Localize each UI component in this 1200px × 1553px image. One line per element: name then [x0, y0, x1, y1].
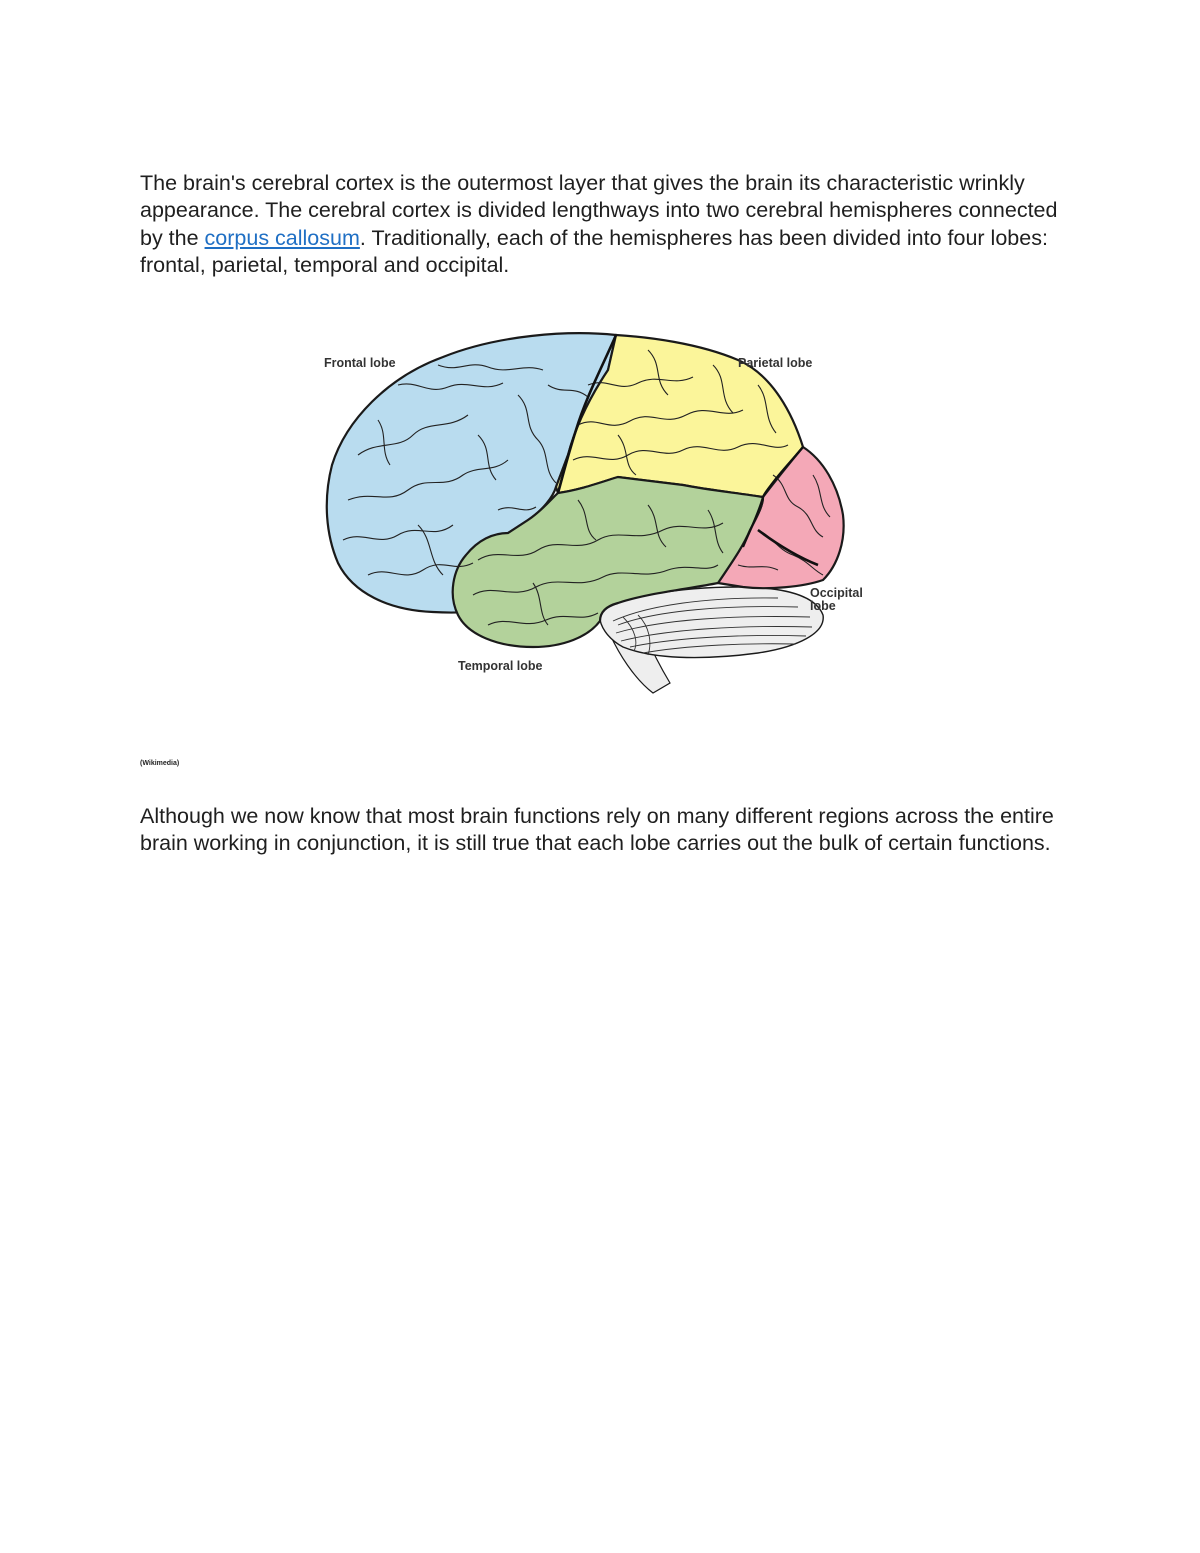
- intro-text-end: . Traditionally, each of the hemispheres has been divided into four lobes: frontal, parietal, temporal and occipital.: [140, 225, 1048, 277]
- temporal-lobe-label: Temporal lobe: [458, 659, 543, 673]
- brain-diagram: [318, 325, 878, 705]
- frontal-lobe-label: Frontal lobe: [324, 356, 396, 370]
- cerebellum: [600, 587, 823, 693]
- intro-text-start: The brain's cerebral cortex is the outermost layer that gives the brain its characteristic wrinkly appearance. The cerebral cortex is divided lengthways into two cerebral hemispheres connected by the: [140, 171, 1058, 250]
- brain-lobes-figure: [318, 325, 878, 705]
- corpus-callosum-link[interactable]: corpus callosum: [204, 225, 360, 250]
- occipital-lobe-label-line1: Occipital: [810, 586, 863, 600]
- intro-paragraph: [140, 170, 1080, 279]
- figure-caption: (Wikimedia): [140, 760, 180, 767]
- parietal-lobe-label: Parietal lobe: [738, 356, 813, 370]
- functions-paragraph: Although we now know that most brain functions rely on many different regions across the entire brain working in conjunction, it is still true that each lobe carries out the bulk of certain functions.: [140, 804, 1054, 856]
- occipital-lobe-label-line2: lobe: [810, 599, 836, 613]
